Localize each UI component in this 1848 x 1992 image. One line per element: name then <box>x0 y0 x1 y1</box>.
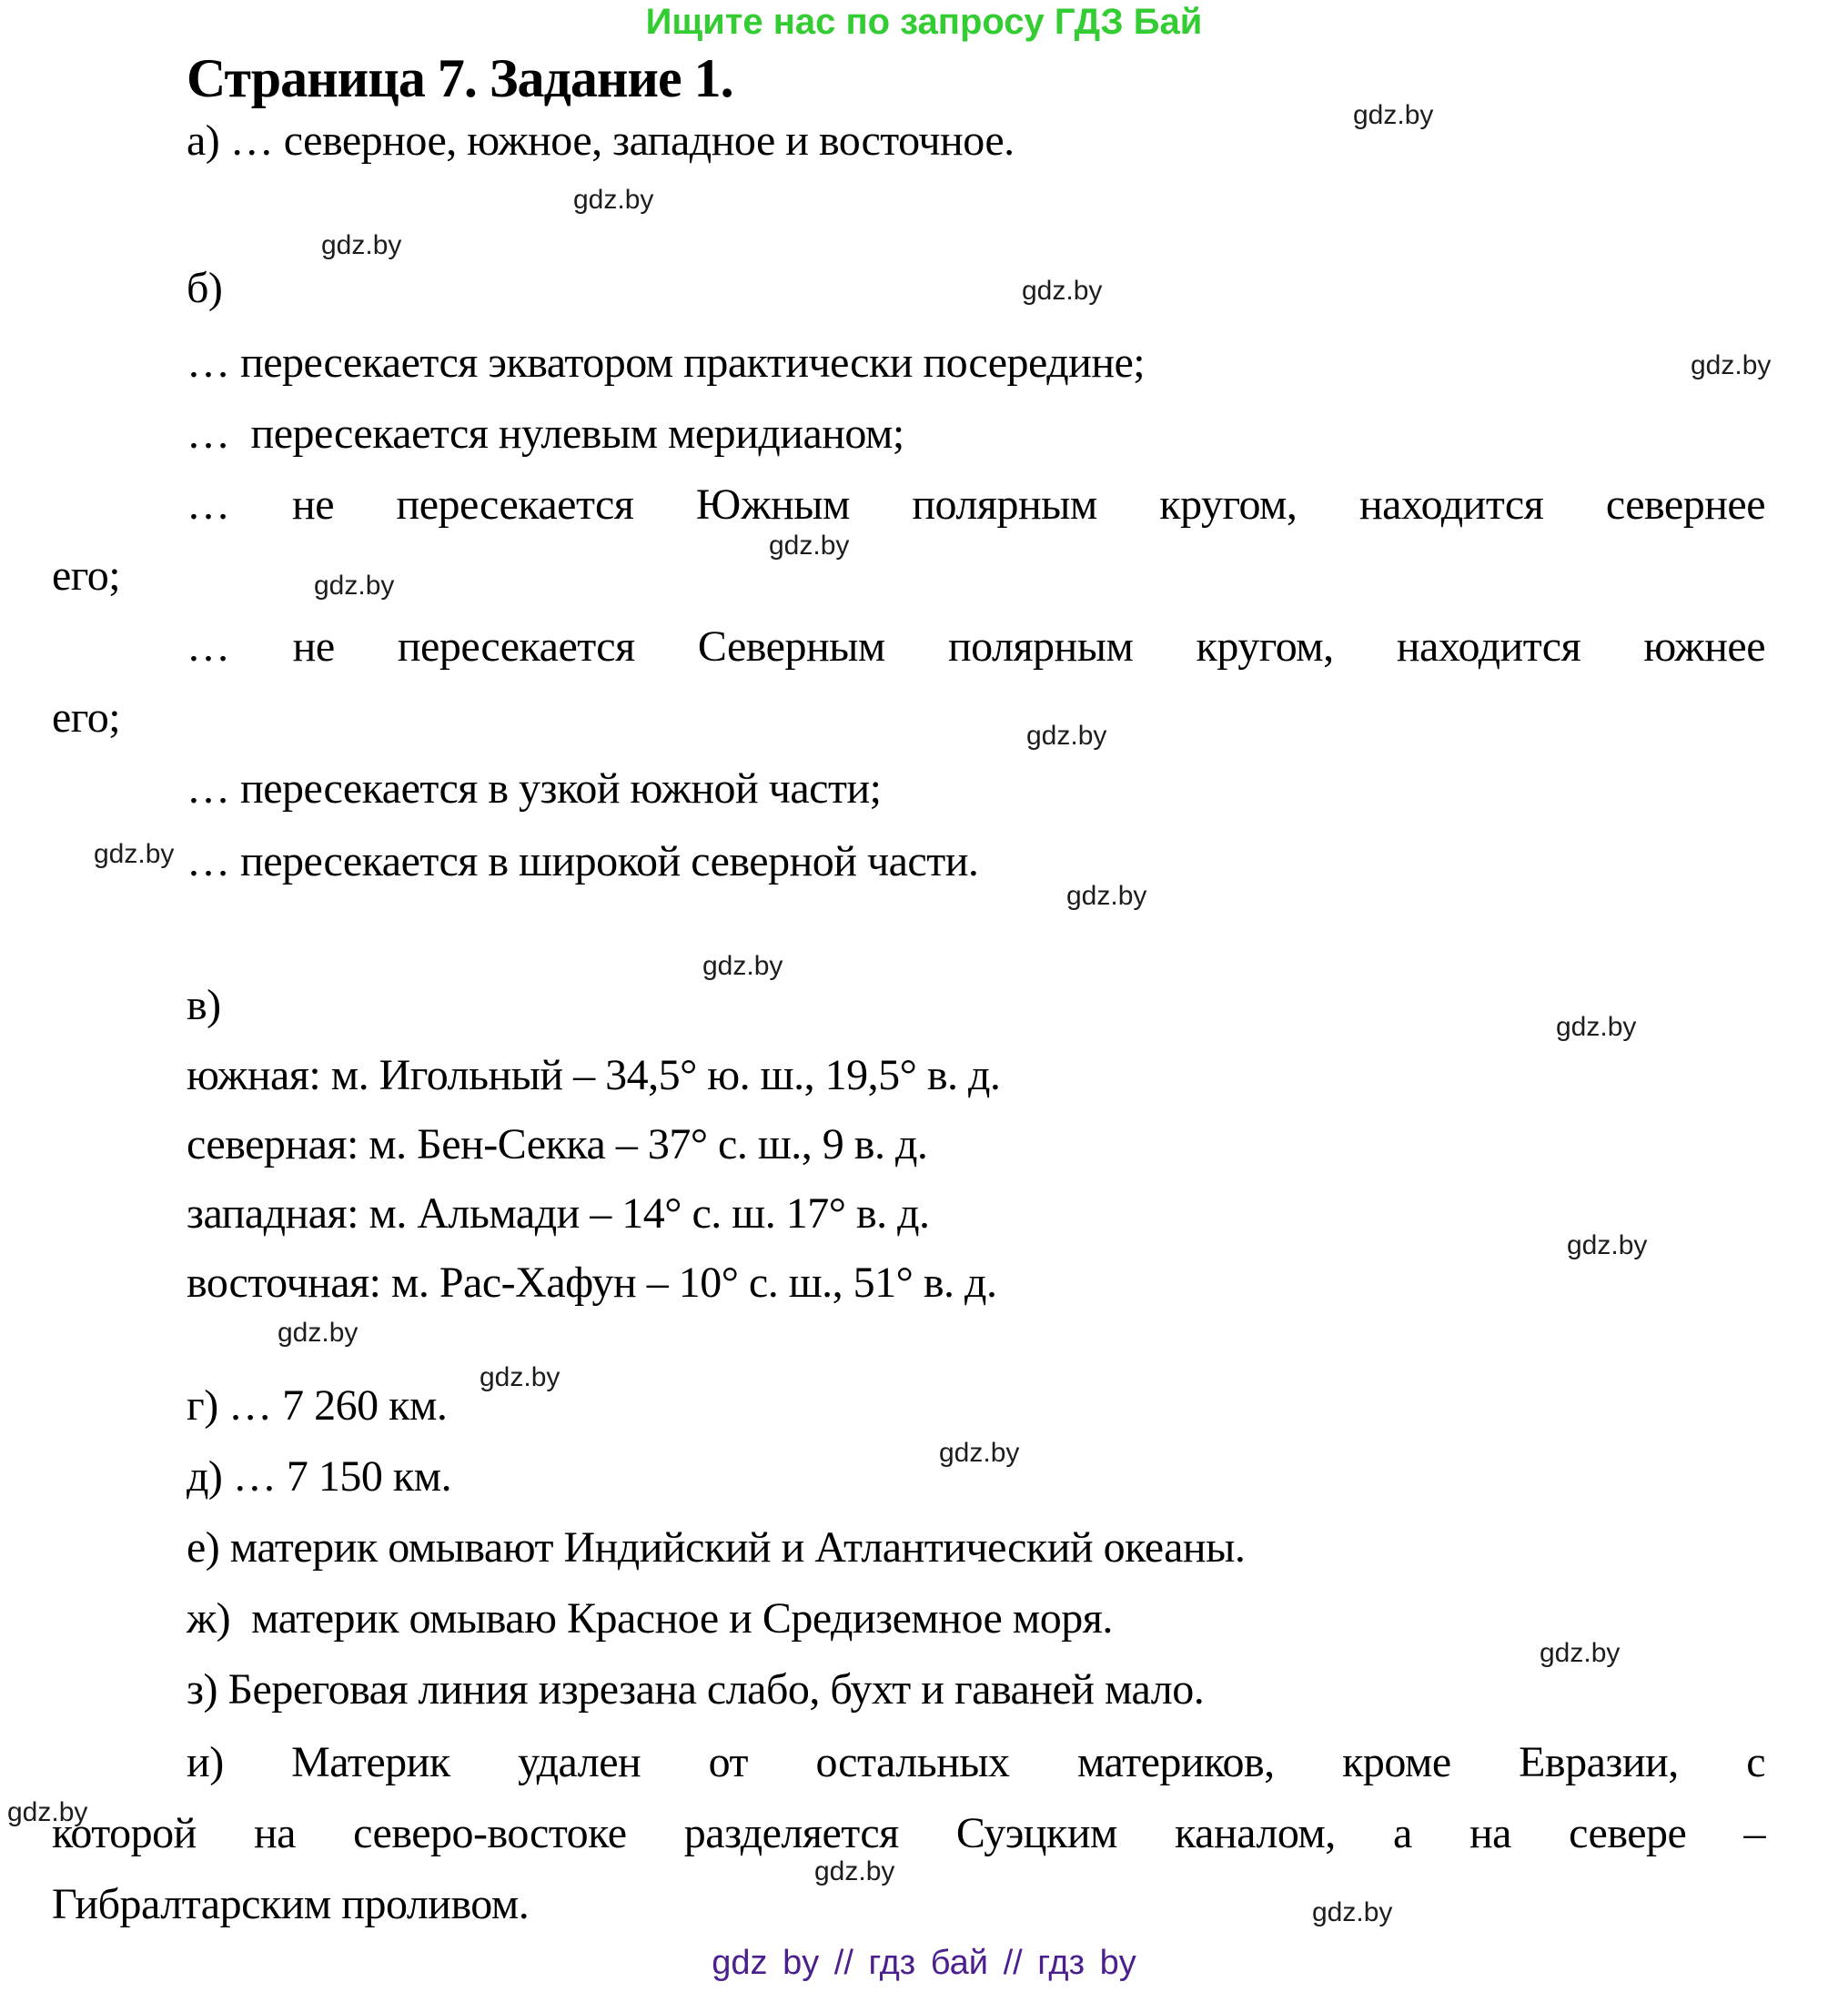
gdz-watermark: gdz.by <box>321 230 402 260</box>
gdz-watermark: gdz.by <box>1022 276 1103 306</box>
answer-b-wide-north: … пересекается в широкой северной части. <box>187 837 979 885</box>
gdz-watermark: gdz.by <box>278 1318 358 1348</box>
gdz-watermark: gdz.by <box>314 571 395 601</box>
answer-b-meridian: … пересекается нулевым меридианом; <box>187 410 904 458</box>
answer-z: з) Береговая линия изрезана слабо, бухт и гаваней мало. <box>187 1665 1205 1714</box>
answer-zh: ж) материк омываю Красное и Средиземное моря. <box>187 1594 1113 1643</box>
gdz-watermark: gdz.by <box>7 1797 88 1827</box>
gdz-watermark: gdz.by <box>1691 350 1772 380</box>
answer-b-south-circle-cont: его; <box>52 551 121 600</box>
answer-g: г) … 7 260 км. <box>187 1381 448 1430</box>
gdz-watermark: gdz.by <box>1540 1638 1621 1668</box>
gdz-watermark: gdz.by <box>1556 1012 1637 1042</box>
answer-b-equator: … пересекается экватором практически посередине; <box>187 339 1146 387</box>
gdz-watermark: gdz.by <box>939 1438 1020 1468</box>
gdz-watermark: gdz.by <box>480 1362 560 1392</box>
gdz-watermark: gdz.by <box>1353 100 1434 130</box>
promo-banner: Ищите нас по запросу ГДЗ Бай <box>645 2 1203 42</box>
answer-b-north-circle: … не пересекается Северным полярным кругом, находится южнее <box>187 622 1765 671</box>
answer-v-label: в) <box>187 981 221 1029</box>
gdz-watermark: gdz.by <box>1066 881 1147 911</box>
answer-a: а) … северное, южное, западное и восточное. <box>187 116 1015 165</box>
answer-b-north-circle-cont: его; <box>52 693 121 742</box>
answer-v-east-point: восточная: м. Рас-Хафун – 10° с. ш., 51° в. д. <box>187 1259 997 1307</box>
answer-v-south-point: южная: м. Игольный – 34,5° ю. ш., 19,5° в. д. <box>187 1051 1001 1099</box>
gdz-watermark: gdz.by <box>94 839 175 869</box>
gdz-watermark: gdz.by <box>702 951 783 981</box>
answer-e: е) материк омывают Индийский и Атлантический океаны. <box>187 1523 1246 1572</box>
answer-i-line1: и) Материк удален от остальных материков, кроме Евразии, с <box>187 1738 1765 1786</box>
gdz-watermark: gdz.by <box>1026 721 1107 751</box>
answer-b-south-circle: … не пересекается Южным полярным кругом, находится севернее <box>187 480 1765 529</box>
footer-site-links: gdz by // гдз бай // гдз by <box>712 1944 1136 1982</box>
answer-b-label: б) <box>187 264 223 312</box>
page-title: Страница 7. Задание 1. <box>187 48 733 108</box>
answer-b-narrow-south: … пересекается в узкой южной части; <box>187 764 882 813</box>
answer-v-north-point: северная: м. Бен-Секка – 37° с. ш., 9 в. д. <box>187 1120 928 1168</box>
answer-i-line2: которой на северо-востоке разделяется Суэцким каналом, а на севере – <box>52 1809 1765 1857</box>
answer-d: д) … 7 150 км. <box>187 1452 452 1501</box>
gdz-watermark: gdz.by <box>1567 1230 1648 1260</box>
answer-v-west-point: западная: м. Альмади – 14° с. ш. 17° в. д. <box>187 1189 930 1238</box>
gdz-watermark: gdz.by <box>573 185 654 215</box>
answer-i-line3: Гибралтарским проливом. <box>52 1880 530 1928</box>
gdz-watermark: gdz.by <box>1312 1897 1393 1927</box>
gdz-watermark: gdz.by <box>769 531 850 561</box>
gdz-watermark: gdz.by <box>814 1856 895 1886</box>
